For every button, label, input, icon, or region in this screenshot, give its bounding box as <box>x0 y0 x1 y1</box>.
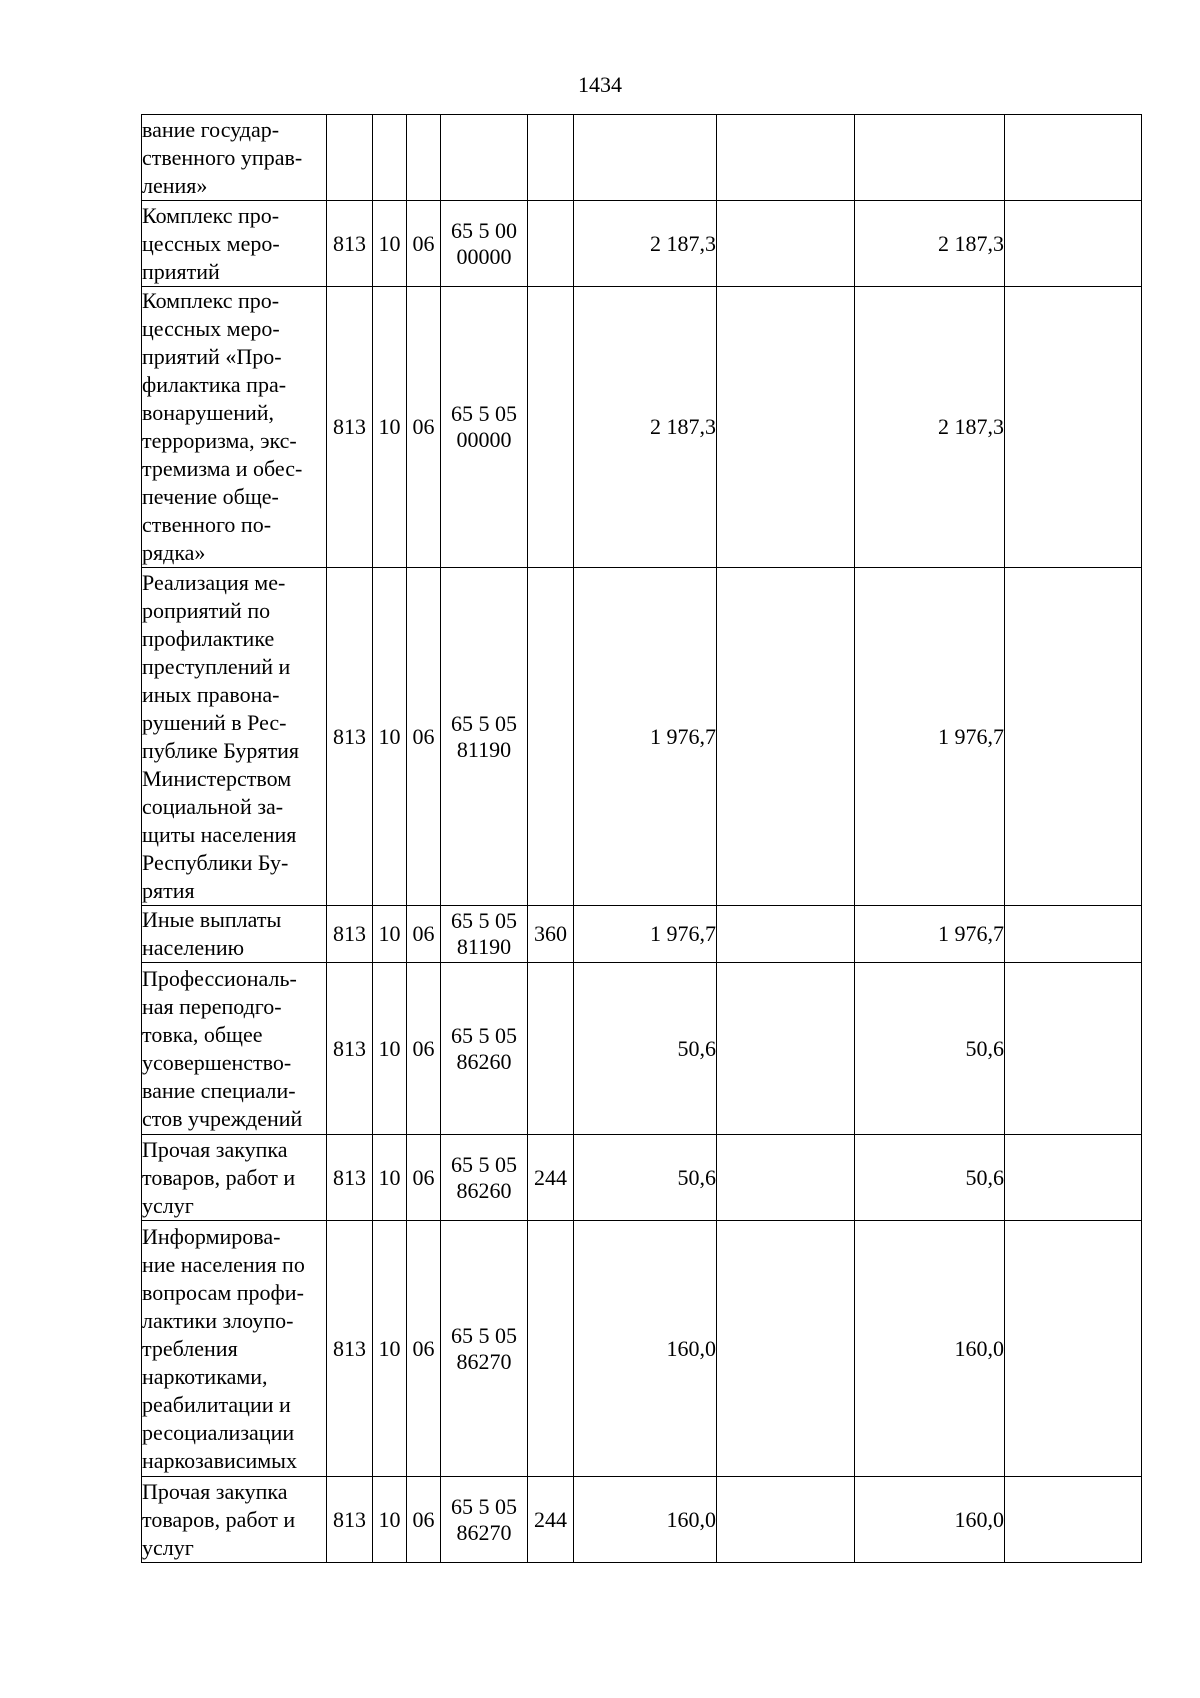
table-row <box>142 287 1142 568</box>
table-row <box>142 1221 1142 1477</box>
amount-cell-4 <box>1005 115 1142 201</box>
target-article-line: 86270 <box>456 1348 512 1374</box>
amount-cell-1: 50,6 <box>574 963 717 1135</box>
table-row <box>142 906 1142 963</box>
amount-cell-1: 2 187,3 <box>574 201 717 287</box>
target-article-line: 65 5 05 <box>451 908 517 933</box>
expense-type-cell: 244 <box>528 1135 574 1221</box>
grbs-cell: 813 <box>327 201 373 287</box>
row-name-cell <box>142 1221 327 1477</box>
row-name-line: Профессиональ- <box>142 965 297 991</box>
subsection-cell: 06 <box>407 1477 441 1563</box>
amount-cell-1: 1 976,7 <box>574 906 717 963</box>
row-name-line: печение обще- <box>142 484 279 509</box>
row-name-line: вание государ- <box>142 116 280 142</box>
row-name-line: наркозависимых <box>142 1447 297 1473</box>
amount-cell-2 <box>717 201 855 287</box>
row-name-line: роприятий по <box>142 597 271 623</box>
subsection-cell: 06 <box>407 1135 441 1221</box>
subsection-cell: 06 <box>407 568 441 906</box>
row-name-line: публике Бурятия <box>142 737 299 763</box>
row-name-line: ления» <box>142 172 208 198</box>
row-name-line: терроризма, экс- <box>142 428 297 453</box>
row-name-cell <box>142 115 327 201</box>
target-article-line: 65 5 05 <box>451 1493 517 1519</box>
target-article-line: 81190 <box>456 934 512 959</box>
amount-cell-4 <box>1005 1477 1142 1563</box>
target-article-line: 65 5 05 <box>451 1151 517 1177</box>
row-name-line: усовершенство- <box>142 1049 292 1075</box>
target-article-line: 65 5 05 <box>451 710 517 736</box>
target-article-line: 00000 <box>456 243 512 269</box>
expense-type-cell <box>528 568 574 906</box>
target-article-cell <box>441 906 528 963</box>
subsection-cell: 06 <box>407 287 441 568</box>
amount-cell-2 <box>717 1221 855 1477</box>
target-article-cell <box>441 1477 528 1563</box>
grbs-cell: 813 <box>327 287 373 568</box>
row-name-line: реабилитации и <box>142 1391 291 1417</box>
row-name-line: щиты населения <box>142 821 297 847</box>
target-article-cell <box>441 1221 528 1477</box>
table-row <box>142 568 1142 906</box>
row-name-line: требления <box>142 1335 238 1361</box>
grbs-cell <box>327 115 373 201</box>
target-article-cell <box>441 115 528 201</box>
row-name-line: товка, общее <box>142 1021 263 1047</box>
amount-cell-2 <box>717 568 855 906</box>
row-name-line: иных правона- <box>142 681 280 707</box>
amount-cell-2 <box>717 1477 855 1563</box>
target-article-line: 86270 <box>456 1519 512 1545</box>
table-row <box>142 1135 1142 1221</box>
target-article-cell <box>441 201 528 287</box>
grbs-cell: 813 <box>327 963 373 1135</box>
amount-cell-3: 1 976,7 <box>855 906 1005 963</box>
row-name-line: товаров, работ и <box>142 1164 296 1190</box>
row-name-line: товаров, работ и <box>142 1506 296 1532</box>
section-cell: 10 <box>373 1221 407 1477</box>
row-name-line: Иные выплаты <box>142 907 282 932</box>
amount-cell-2 <box>717 115 855 201</box>
target-article-cell <box>441 963 528 1135</box>
row-name-line: Министерством <box>142 765 292 791</box>
target-article-line: 86260 <box>456 1048 512 1074</box>
target-article-line: 65 5 05 <box>451 1022 517 1048</box>
section-cell: 10 <box>373 568 407 906</box>
row-name-line: вопросам профи- <box>142 1279 304 1305</box>
row-name-line: рятия <box>142 877 195 903</box>
row-name-line: Комплекс про- <box>142 202 280 228</box>
grbs-cell: 813 <box>327 1221 373 1477</box>
grbs-cell: 813 <box>327 906 373 963</box>
row-name-line: ние населения по <box>142 1251 305 1277</box>
row-name-line: Прочая закупка <box>142 1136 288 1162</box>
amount-cell-4 <box>1005 1221 1142 1477</box>
expense-type-cell <box>528 1221 574 1477</box>
subsection-cell: 06 <box>407 1221 441 1477</box>
amount-cell-4 <box>1005 287 1142 568</box>
row-name-cell <box>142 963 327 1135</box>
target-article-line: 65 5 00 <box>451 217 517 243</box>
target-article-cell <box>441 568 528 906</box>
amount-cell-1 <box>574 115 717 201</box>
row-name-line: Республики Бу- <box>142 849 289 875</box>
row-name-cell <box>142 568 327 906</box>
row-name-line: Прочая закупка <box>142 1478 288 1504</box>
section-cell: 10 <box>373 1477 407 1563</box>
amount-cell-2 <box>717 1135 855 1221</box>
amount-cell-1: 1 976,7 <box>574 568 717 906</box>
section-cell: 10 <box>373 1135 407 1221</box>
row-name-line: ственного управ- <box>142 144 303 170</box>
row-name-line: ная переподго- <box>142 993 282 1019</box>
row-name-line: услуг <box>142 1534 194 1560</box>
subsection-cell <box>407 115 441 201</box>
row-name-cell <box>142 1135 327 1221</box>
amount-cell-3: 1 976,7 <box>855 568 1005 906</box>
row-name-line: приятий <box>142 258 220 284</box>
target-article-line: 81190 <box>456 736 512 762</box>
amount-cell-2 <box>717 287 855 568</box>
target-article-line: 65 5 05 <box>451 1322 517 1348</box>
table-row <box>142 115 1142 201</box>
target-article-cell <box>441 287 528 568</box>
row-name-line: филактика пра- <box>142 372 287 397</box>
section-cell: 10 <box>373 287 407 568</box>
amount-cell-3: 160,0 <box>855 1221 1005 1477</box>
amount-cell-3 <box>855 115 1005 201</box>
amount-cell-3: 50,6 <box>855 1135 1005 1221</box>
page-number: 1434 <box>578 72 622 97</box>
amount-cell-1: 2 187,3 <box>574 287 717 568</box>
subsection-cell: 06 <box>407 963 441 1135</box>
amount-cell-3: 50,6 <box>855 963 1005 1135</box>
row-name-line: наркотиками, <box>142 1363 268 1389</box>
budget-table-body <box>142 115 1142 1563</box>
grbs-cell: 813 <box>327 1477 373 1563</box>
subsection-cell: 06 <box>407 906 441 963</box>
expense-type-cell <box>528 115 574 201</box>
target-article-line: 65 5 05 <box>451 401 517 426</box>
row-name-line: населению <box>142 935 245 960</box>
amount-cell-3: 160,0 <box>855 1477 1005 1563</box>
row-name-line: лактики злоупо- <box>142 1307 294 1333</box>
row-name-line: приятий «Про- <box>142 344 282 369</box>
row-name-line: Комплекс про- <box>142 288 280 313</box>
row-name-line: Реализация ме- <box>142 569 286 595</box>
row-name-line: Информирова- <box>142 1223 281 1249</box>
expense-type-cell <box>528 287 574 568</box>
amount-cell-4 <box>1005 201 1142 287</box>
amount-cell-3: 2 187,3 <box>855 287 1005 568</box>
subsection-cell: 06 <box>407 201 441 287</box>
expense-type-cell <box>528 201 574 287</box>
row-name-line: цессных меро- <box>142 316 280 341</box>
section-cell: 10 <box>373 963 407 1135</box>
section-cell <box>373 115 407 201</box>
section-cell: 10 <box>373 201 407 287</box>
section-cell: 10 <box>373 906 407 963</box>
row-name-line: профилактике <box>142 625 275 651</box>
expense-type-cell: 360 <box>528 906 574 963</box>
expense-type-cell: 244 <box>528 1477 574 1563</box>
grbs-cell: 813 <box>327 568 373 906</box>
amount-cell-3: 2 187,3 <box>855 201 1005 287</box>
amount-cell-1: 160,0 <box>574 1221 717 1477</box>
row-name-line: вание специали- <box>142 1077 296 1103</box>
amount-cell-4 <box>1005 1135 1142 1221</box>
expense-type-cell <box>528 963 574 1135</box>
amount-cell-4 <box>1005 963 1142 1135</box>
table-row <box>142 201 1142 287</box>
row-name-line: рядка» <box>142 540 206 565</box>
amount-cell-4 <box>1005 568 1142 906</box>
row-name-line: цессных меро- <box>142 230 280 256</box>
row-name-cell <box>142 906 327 963</box>
row-name-line: социальной за- <box>142 793 284 819</box>
amount-cell-1: 160,0 <box>574 1477 717 1563</box>
amount-cell-1: 50,6 <box>574 1135 717 1221</box>
target-article-cell <box>441 1135 528 1221</box>
row-name-line: стов учреждений <box>142 1105 303 1131</box>
row-name-line: преступлений и <box>142 653 291 679</box>
row-name-cell <box>142 201 327 287</box>
budget-table <box>141 114 1142 1563</box>
row-name-line: рушений в Рес- <box>142 709 287 735</box>
row-name-line: тремизма и обес- <box>142 456 303 481</box>
target-article-line: 86260 <box>456 1177 512 1203</box>
table-row <box>142 963 1142 1135</box>
grbs-cell: 813 <box>327 1135 373 1221</box>
target-article-line: 00000 <box>456 427 512 452</box>
table-row <box>142 1477 1142 1563</box>
row-name-line: ственного по- <box>142 512 272 537</box>
row-name-line: ресоциализации <box>142 1419 295 1445</box>
amount-cell-4 <box>1005 906 1142 963</box>
row-name-cell <box>142 287 327 568</box>
amount-cell-2 <box>717 906 855 963</box>
row-name-line: вонарушений, <box>142 400 275 425</box>
amount-cell-2 <box>717 963 855 1135</box>
row-name-line: услуг <box>142 1192 194 1218</box>
row-name-cell <box>142 1477 327 1563</box>
